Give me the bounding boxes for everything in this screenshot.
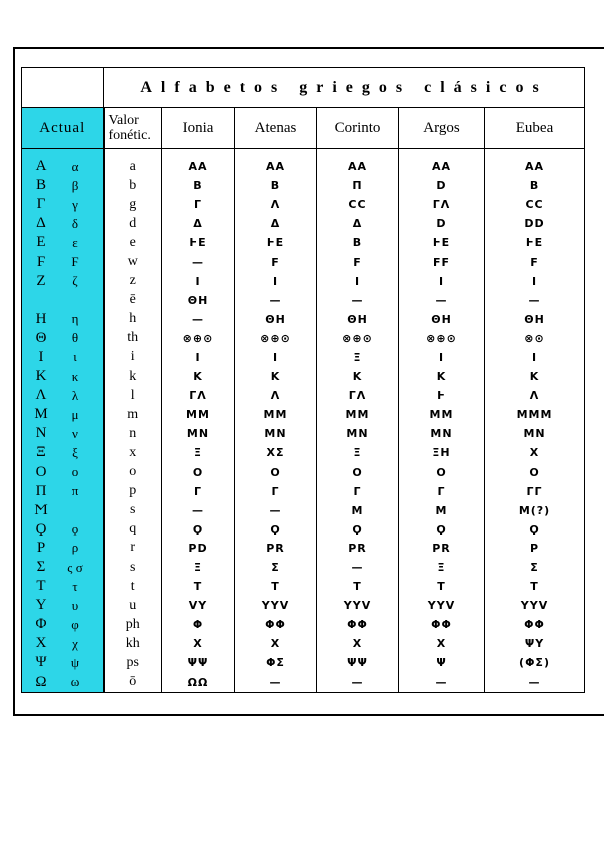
greek-lowercase: ο <box>71 464 79 480</box>
corinto-glyph: Π <box>352 179 363 193</box>
phonetic-value: i <box>130 349 135 365</box>
phonetic-value: m <box>127 406 139 422</box>
greek-lowercase: θ <box>71 330 79 346</box>
argos-glyph: Ι <box>438 274 445 288</box>
actual-row <box>22 386 103 405</box>
actual-row <box>22 405 103 424</box>
corinto-cell <box>317 149 399 693</box>
atenas-glyph: Σ <box>271 561 280 575</box>
ionia-cell <box>162 149 235 693</box>
table-title: Alfabetos griegos clásicos <box>104 68 585 108</box>
greek-lowercase: φ <box>71 616 79 632</box>
corinto-glyph: Μ <box>351 503 364 517</box>
greek-uppercase: Σ <box>36 559 46 576</box>
argos-glyph: D <box>436 217 447 231</box>
phonetic-value: kh <box>125 635 140 651</box>
argos-glyph: ΦΦ <box>431 618 452 632</box>
greek-lowercase: β <box>71 177 79 193</box>
phonetic-value: t <box>130 578 135 594</box>
actual-row <box>22 443 103 462</box>
empty-corner-cell <box>22 68 104 108</box>
corinto-glyph: Β <box>352 236 363 250</box>
actual-row <box>22 157 103 176</box>
ionia-glyph: Φ <box>192 618 204 632</box>
actual-row <box>22 367 103 386</box>
actual-row <box>22 673 103 692</box>
atenas-glyph: Ϝ <box>271 255 280 269</box>
atenas-glyph: ΘΗ <box>265 312 286 326</box>
ionia-glyph: Ϙ <box>192 522 204 536</box>
greek-lowercase: ψ <box>70 654 80 670</box>
greek-uppercase: Π <box>35 482 47 499</box>
greek-uppercase: Μ <box>34 406 48 423</box>
corinto-glyph: Κ <box>352 370 363 384</box>
argos-glyph: Κ <box>436 370 447 384</box>
eubea-glyph: ΜΜΜ <box>516 408 553 422</box>
atenas-glyph: Δ <box>270 217 281 231</box>
greek-lowercase: ς σ <box>67 559 83 575</box>
eubea-glyph: Β <box>529 179 540 193</box>
atenas-glyph: ΦΣ <box>266 656 285 670</box>
eubea-glyph: ⊗⊙ <box>524 331 545 345</box>
greek-uppercase: Λ <box>35 387 47 404</box>
argos-glyph: Ο <box>436 465 447 479</box>
phonetic-value: z <box>129 273 136 289</box>
eubea-glyph: Ϙ <box>529 522 540 536</box>
ionia-glyph: Β <box>193 179 203 193</box>
argos-glyph: ΥΥV <box>427 599 456 613</box>
greek-lowercase: π <box>71 483 79 499</box>
header-valor-fonetico: Valor fonétic. <box>104 108 162 149</box>
argos-glyph: ⊗⊕⊙ <box>426 331 457 345</box>
argos-glyph: Τ <box>437 580 446 594</box>
greek-lowercase: ι <box>73 349 77 365</box>
atenas-glyph: ⊗⊕⊙ <box>260 331 291 345</box>
atenas-glyph: ΥΥV <box>261 599 290 613</box>
greek-lowercase: α <box>71 158 79 174</box>
eubea-glyph: ΜΝ <box>523 427 546 441</box>
actual-row <box>22 615 103 634</box>
actual-row <box>22 558 103 577</box>
header-argos: Argos <box>399 108 485 149</box>
eubea-glyph: CC <box>525 198 544 212</box>
greek-uppercase: Ρ <box>36 539 46 556</box>
greek-lowercase: ζ <box>72 273 78 289</box>
corinto-glyph: ΑΑ <box>347 160 368 174</box>
corinto-glyph: ΜΝ <box>346 427 369 441</box>
atenas-glyph: Ι <box>272 274 279 288</box>
ionia-glyph: Δ <box>193 217 203 231</box>
corinto-glyph: Τ <box>353 580 362 594</box>
atenas-glyph: Ι <box>272 350 279 364</box>
actual-row <box>22 463 103 482</box>
ionia-glyph: — <box>192 255 204 269</box>
valor-list <box>105 149 162 692</box>
greek-uppercase: Β <box>35 177 46 194</box>
greek-uppercase: Ω <box>35 673 47 690</box>
valor-cell <box>104 149 162 693</box>
greek-uppercase: Φ <box>35 616 47 633</box>
ionia-list <box>162 149 234 692</box>
atenas-glyph: Ϙ <box>270 522 281 536</box>
atenas-glyph: — <box>269 675 282 689</box>
atenas-glyph: ΑΑ <box>265 160 286 174</box>
ionia-glyph: Ο <box>192 465 204 479</box>
corinto-glyph: Ξ <box>353 350 362 364</box>
phonetic-value: x <box>129 444 137 460</box>
actual-row <box>22 329 103 348</box>
actual-row <box>22 501 103 520</box>
phonetic-value: n <box>129 425 137 441</box>
argos-glyph: Χ <box>436 637 447 651</box>
phonetic-value: th <box>127 330 139 346</box>
greek-uppercase: Γ <box>36 196 46 213</box>
actual-row <box>22 577 103 596</box>
phonetic-value: u <box>129 597 137 613</box>
corinto-glyph: Δ <box>352 217 363 231</box>
atenas-glyph: Χ <box>270 637 281 651</box>
eubea-glyph: ΘΗ <box>524 312 545 326</box>
phonetic-value: ō <box>129 674 137 690</box>
phonetic-value: l <box>130 387 135 403</box>
argos-glyph: — <box>435 293 448 307</box>
corinto-glyph: ΦΦ <box>347 618 368 632</box>
greek-lowercase: τ <box>72 578 78 594</box>
actual-row <box>22 310 103 329</box>
actual-row <box>22 214 103 233</box>
header-actual: Actual <box>22 108 104 149</box>
argos-glyph: D <box>436 179 447 193</box>
atenas-glyph: ⱵΕ <box>266 236 285 250</box>
corinto-glyph: ΡR <box>348 541 367 555</box>
argos-glyph: ΜΝ <box>430 427 453 441</box>
eubea-glyph: Ι <box>531 350 538 364</box>
corinto-glyph: ΓΛ <box>348 389 367 403</box>
greek-uppercase: Ϻ <box>34 501 48 518</box>
header-ionia: Ionia <box>162 108 235 149</box>
corinto-glyph: Γ <box>353 484 362 498</box>
argos-glyph: Μ <box>435 503 448 517</box>
ionia-glyph: Χ <box>193 637 203 651</box>
argos-glyph: ΓΛ <box>432 198 451 212</box>
eubea-glyph: Μ(?) <box>518 503 551 517</box>
eubea-glyph: — <box>528 293 541 307</box>
eubea-glyph: ΥΥV <box>520 599 549 613</box>
ionia-glyph: Ι <box>195 274 201 288</box>
atenas-glyph: Λ <box>270 389 281 403</box>
greek-uppercase: Τ <box>36 578 46 595</box>
atenas-glyph: ΜΜ <box>263 408 288 422</box>
ionia-glyph: — <box>192 503 204 517</box>
corinto-glyph: ΨΨ <box>347 656 368 670</box>
eubea-glyph: Χ <box>529 446 540 460</box>
corinto-glyph: Χ <box>352 637 363 651</box>
argos-glyph: Ψ <box>436 656 447 670</box>
corinto-glyph: Ο <box>352 465 363 479</box>
ionia-glyph: ΡD <box>188 541 208 555</box>
greek-uppercase: Ϙ <box>35 520 47 537</box>
corinto-glyph: ⊗⊕⊙ <box>342 331 373 345</box>
actual-row <box>22 634 103 653</box>
greek-lowercase: ϙ <box>71 521 79 537</box>
corinto-glyph: ΘΗ <box>347 312 368 326</box>
argos-glyph: ⱵΕ <box>432 236 451 250</box>
actual-row <box>22 252 103 271</box>
corinto-glyph: ΜΜ <box>345 408 370 422</box>
phonetic-value: h <box>129 311 137 327</box>
ionia-glyph: ΨΨ <box>187 656 209 670</box>
atenas-glyph: Τ <box>271 580 280 594</box>
actual-row <box>22 596 103 615</box>
corinto-list <box>317 149 398 692</box>
greek-lowercase: ε <box>72 234 78 250</box>
greek-uppercase: Ν <box>35 425 47 442</box>
atenas-glyph: ΜΝ <box>264 427 287 441</box>
actual-letters-list <box>22 149 103 692</box>
corinto-glyph: Ι <box>354 274 361 288</box>
phonetic-value: s <box>130 559 136 575</box>
greek-lowercase: ξ <box>72 444 78 460</box>
phonetic-value: ph <box>125 616 140 632</box>
ionia-glyph: ΑΑ <box>188 160 208 174</box>
argos-list <box>399 149 484 692</box>
greek-uppercase: Ξ <box>36 444 46 461</box>
ionia-glyph: Τ <box>193 580 203 594</box>
argos-glyph: ΘΗ <box>431 312 452 326</box>
actual-row <box>22 482 103 501</box>
phonetic-value: ps <box>126 654 139 670</box>
ionia-glyph: ΩΩ <box>187 675 209 689</box>
corinto-glyph: Ϝ <box>353 255 362 269</box>
greek-uppercase: Ε <box>36 234 46 251</box>
ionia-glyph: ΓΛ <box>189 389 207 403</box>
atenas-glyph: Κ <box>270 370 281 384</box>
argos-glyph: Ξ <box>437 561 446 575</box>
ionia-glyph: ΜΝ <box>186 427 210 441</box>
argos-cell <box>399 149 485 693</box>
greek-uppercase: Ζ <box>36 272 46 289</box>
argos-glyph: Γ <box>437 484 446 498</box>
ionia-glyph: Ξ <box>194 446 202 460</box>
eubea-glyph: Σ <box>530 561 539 575</box>
greek-uppercase: Ϝ <box>36 253 46 270</box>
argos-glyph: — <box>435 675 448 689</box>
ionia-glyph: Ξ <box>194 561 202 575</box>
ionia-glyph: VY <box>188 599 208 613</box>
eubea-glyph: ΓΓ <box>526 484 543 498</box>
atenas-glyph: ΡR <box>266 541 285 555</box>
actual-row <box>22 272 103 291</box>
greek-lowercase: δ <box>71 215 79 231</box>
phonetic-value: g <box>129 196 137 212</box>
argos-glyph: ΡR <box>432 541 451 555</box>
phonetic-value: b <box>129 177 137 193</box>
argos-glyph: ΜΜ <box>429 408 454 422</box>
ionia-glyph: — <box>192 312 204 326</box>
argos-glyph: Ι <box>438 350 445 364</box>
ionia-glyph: ΜΜ <box>186 408 210 422</box>
corinto-glyph: — <box>351 561 364 575</box>
atenas-glyph: ΧΣ <box>266 446 285 460</box>
atenas-glyph: Β <box>270 179 281 193</box>
eubea-glyph: Τ <box>530 580 539 594</box>
actual-letters-cell <box>22 149 104 693</box>
eubea-glyph: — <box>528 675 541 689</box>
ionia-glyph: ⊗⊕⊙ <box>182 331 214 345</box>
corinto-glyph: — <box>351 675 364 689</box>
greek-uppercase: Ι <box>38 348 44 365</box>
greek-lowercase: υ <box>71 597 79 613</box>
corinto-glyph: Ξ <box>353 446 362 460</box>
eubea-glyph: (ΦΣ) <box>519 656 550 670</box>
atenas-cell <box>235 149 317 693</box>
eubea-glyph: ΨΥ <box>524 637 545 651</box>
phonetic-value: q <box>129 521 137 537</box>
actual-row <box>22 195 103 214</box>
greek-lowercase: ν <box>72 425 78 441</box>
corinto-glyph: — <box>351 293 364 307</box>
eubea-glyph: Ρ <box>529 541 540 555</box>
eubea-glyph: ΦΦ <box>524 618 545 632</box>
phonetic-value: k <box>129 368 137 384</box>
corinto-glyph: CC <box>348 198 367 212</box>
phonetic-value: r <box>130 540 136 556</box>
ionia-glyph: ⱵΕ <box>189 236 207 250</box>
corinto-glyph: ΥΥV <box>343 599 372 613</box>
eubea-glyph: ΑΑ <box>525 160 545 174</box>
greek-uppercase: Ψ <box>35 654 47 671</box>
eubea-glyph: Ϝ <box>530 255 539 269</box>
eubea-glyph: Ι <box>531 274 538 288</box>
ionia-glyph: Κ <box>193 370 203 384</box>
ionia-glyph: ΘΗ <box>187 293 209 307</box>
greek-uppercase: Κ <box>35 368 47 385</box>
greek-lowercase: κ <box>71 368 79 384</box>
eubea-glyph: Κ <box>529 370 540 384</box>
ionia-glyph: Γ <box>193 484 202 498</box>
actual-row <box>22 520 103 539</box>
greek-uppercase: Χ <box>35 635 47 652</box>
greek-uppercase: Α <box>35 158 47 175</box>
greek-lowercase: ρ <box>71 540 79 556</box>
greek-alphabets-table <box>21 67 585 693</box>
phonetic-value: o <box>129 464 137 480</box>
actual-row <box>22 539 103 558</box>
actual-row <box>22 348 103 367</box>
eubea-glyph: ⱵΕ <box>525 236 544 250</box>
header-corinto: Corinto <box>317 108 399 149</box>
actual-row <box>22 291 103 310</box>
phonetic-value: s <box>130 502 136 518</box>
actual-row <box>22 233 103 252</box>
phonetic-value: a <box>129 158 136 174</box>
greek-lowercase: ω <box>70 674 80 690</box>
greek-uppercase: Η <box>35 310 47 327</box>
eubea-glyph: Λ <box>529 389 540 403</box>
atenas-glyph: ΦΦ <box>265 618 286 632</box>
greek-lowercase: η <box>71 311 79 327</box>
eubea-cell <box>485 149 585 693</box>
phonetic-value: w <box>127 254 138 270</box>
eubea-glyph: Ο <box>529 465 540 479</box>
header-atenas: Atenas <box>235 108 317 149</box>
actual-row <box>22 424 103 443</box>
actual-row <box>22 176 103 195</box>
greek-lowercase: λ <box>71 387 79 403</box>
phonetic-value: d <box>129 215 137 231</box>
argos-glyph: Ͱ <box>437 389 446 403</box>
ionia-glyph: Γ <box>193 198 202 212</box>
argos-glyph: ΑΑ <box>431 160 452 174</box>
atenas-glyph: Ο <box>270 465 281 479</box>
phonetic-value: p <box>129 483 137 499</box>
header-eubea: Eubea <box>485 108 585 149</box>
argos-glyph: Ϙ <box>436 522 447 536</box>
phonetic-value: e <box>129 234 136 250</box>
ionia-glyph: Ι <box>195 350 201 364</box>
argos-glyph: ϜϜ <box>432 255 451 269</box>
actual-row <box>22 653 103 672</box>
argos-glyph: ΞΗ <box>432 446 451 460</box>
atenas-glyph: Λ <box>270 198 281 212</box>
greek-lowercase: μ <box>71 406 79 422</box>
greek-uppercase: Δ <box>36 215 46 232</box>
atenas-list <box>235 149 316 692</box>
atenas-glyph: — <box>269 503 282 517</box>
greek-uppercase: Υ <box>35 597 47 614</box>
atenas-glyph: Γ <box>271 484 280 498</box>
greek-uppercase: Ο <box>35 463 47 480</box>
greek-lowercase: Ϝ <box>71 254 79 270</box>
greek-lowercase: χ <box>72 635 78 651</box>
greek-uppercase: Θ <box>35 329 47 346</box>
atenas-glyph: — <box>269 293 282 307</box>
greek-lowercase: γ <box>72 196 78 212</box>
phonetic-value: ē <box>129 292 136 308</box>
eubea-glyph: DD <box>524 217 545 231</box>
eubea-list <box>485 149 584 692</box>
corinto-glyph: Ϙ <box>352 522 363 536</box>
